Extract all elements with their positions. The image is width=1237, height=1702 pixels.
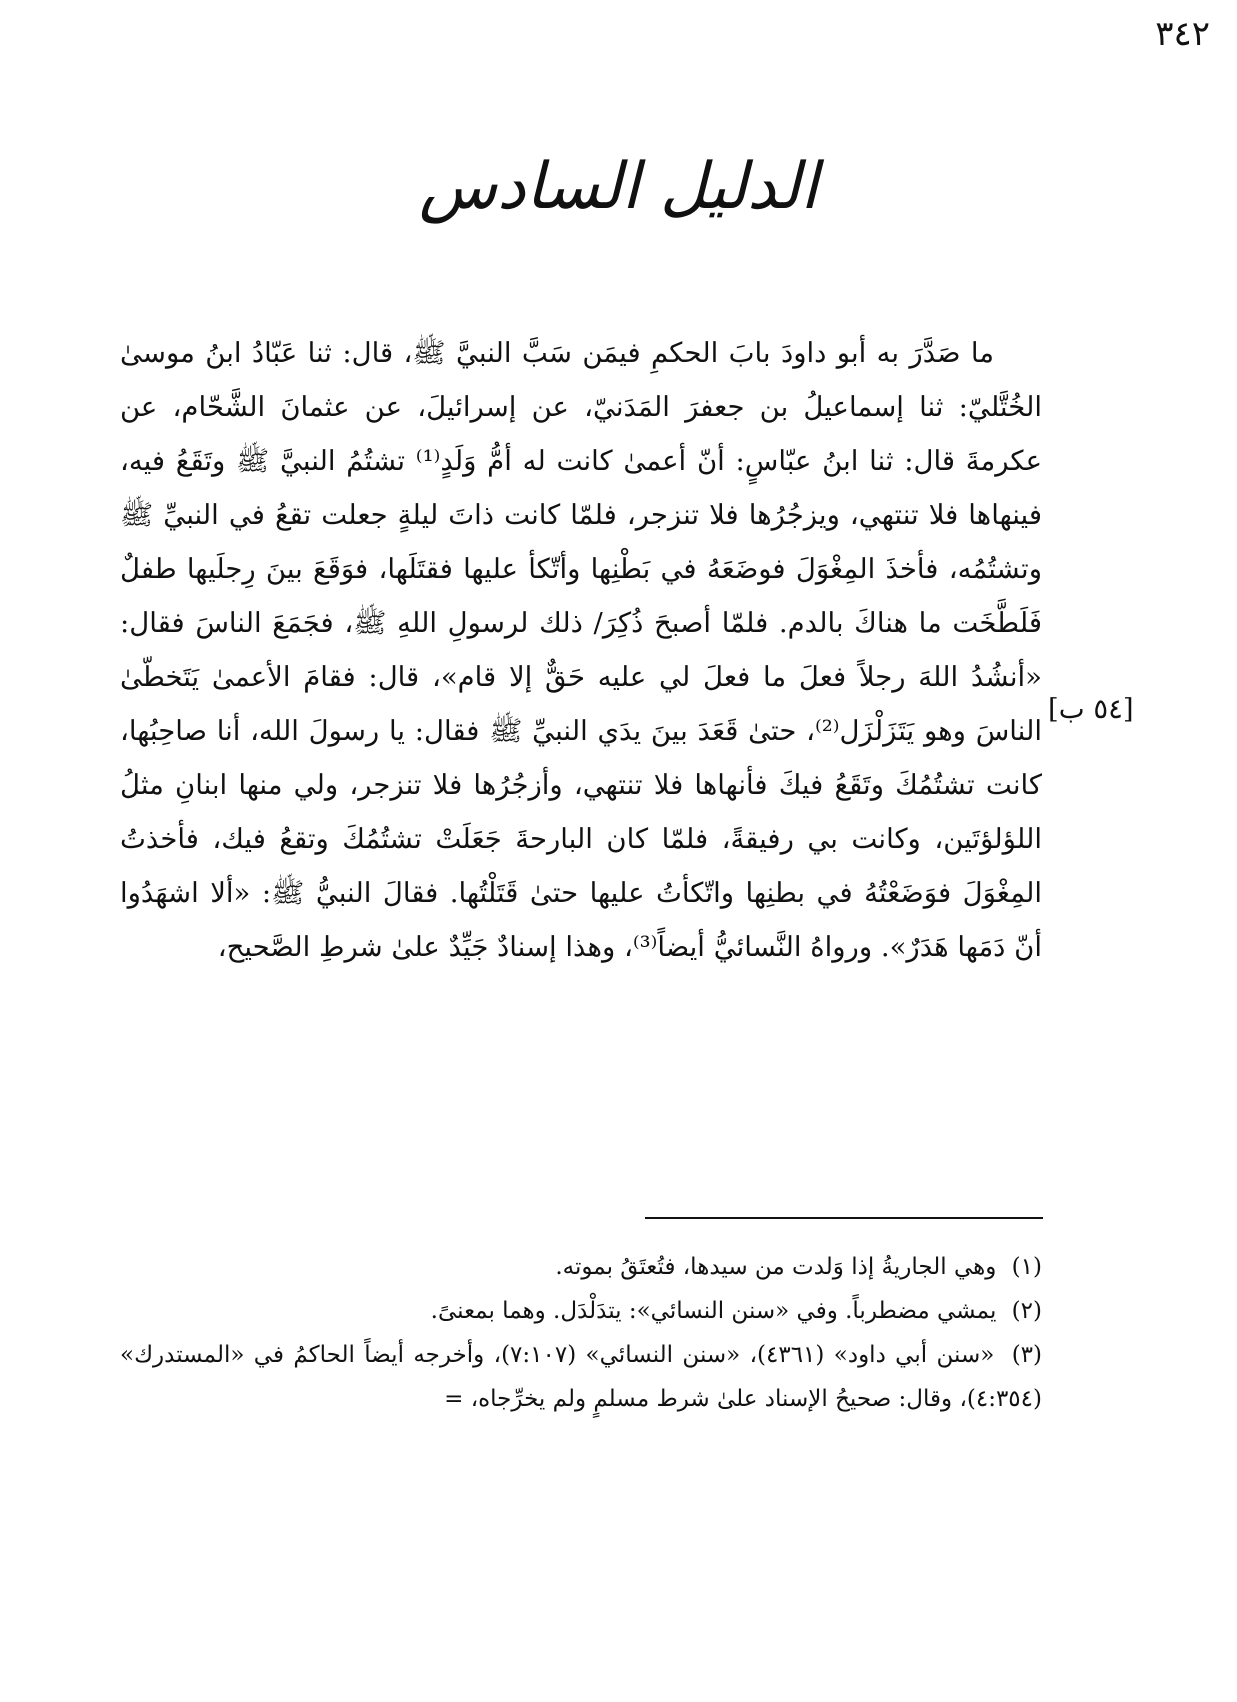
footnote-divider (645, 1217, 1043, 1219)
chapter-title: الدليل السادس (419, 150, 818, 224)
footnote-2 (120, 1289, 1042, 1333)
footnotes (120, 1245, 1042, 1421)
footnote-text: وهي الجاريةُ إذا وَلدت من سيدها، فتُعتَقُ بموته. (555, 1254, 997, 1280)
footnote-number: (٣) (1011, 1342, 1043, 1368)
footnote-text: «سنن أبي داود» (٤٣٦١)، «سنن النسائي» (٧:١٠٧)، وأخرجه أيضاً الحاكمُ في «المستدرك» (٤:٣٥٤)، وقال: صحيحُ الإسناد علىٰ شرط مسلمٍ ولم يخرِّجاه، = (120, 1342, 1042, 1412)
footnote-1 (120, 1245, 1042, 1289)
footnote-number: (٢) (1011, 1298, 1042, 1324)
footnote-3 (120, 1333, 1042, 1421)
page-number: ٣٤٢ (1155, 14, 1210, 54)
body-paragraph: ما صَدَّرَ به أبو داودَ بابَ الحكمِ فيمَن سَبَّ النبيَّ ﷺ، قال: ثنا عَبّادُ ابنُ موسىٰ الخُتَّليّ: ثنا إسماعيلُ بن جعفرَ المَدَنيّ، عن إسرائيلَ، عن عثمانَ الشَّحّام، عن عكرمةَ قال: ثنا ابنُ عبّاسٍ: أنّ أعمىٰ كانت له أمُّ وَلَدٍ⁽¹⁾ تشتُمُ النبيَّ ﷺ وتَقَعُ فيه، فينهاها فلا تنتهي، ويزجُرُها فلا تنزجر، فلمّا كانت ذاتَ ليلةٍ جعلت تقعُ في النبيِّ ﷺ وتشتُمُه، فأخذَ المِغْوَلَ فوضَعَهُ في بَطْنِها وأتّكأ عليها فقتَلَها، فوَقَعَ بينَ رِجلَيها طفلٌ فَلَطَّخَت ما هناكَ بالدم. فلمّا أصبحَ ذُكِرَ/ ذلك لرسولِ اللهِ ﷺ، فجَمَعَ الناسَ فقال: «أنشُدُ اللهَ رجلاً فعلَ ما فعلَ لي عليه حَقٌّ إلا قام»، قال: فقامَ الأعمىٰ يَتَخطّىٰ الناسَ وهو يَتَزَلْزَل⁽²⁾، حتىٰ قَعَدَ بينَ يدَي النبيِّ ﷺ فقال: يا رسولَ الله، أنا صاحِبُها، كانت تشتُمُكَ وتَقَعُ فيكَ فأنهاها فلا تنتهي، وأزجُرُها فلا تنزجر، ولي منها ابنانِ مثلُ اللؤلؤتَين، وكانت بي رفيقةً، فلمّا كان البارحةَ جَعَلَتْ تشتُمُكَ وتقعُ فيك، فأخذتُ المِغْوَلَ فوَضَعْتُهُ في بطنِها واتّكأتُ عليها حتىٰ قَتَلْتُها. فقالَ النبيُّ ﷺ: «ألا اشهَدُوا أنّ دَمَها هَدَرٌ». ورواهُ النَّسائيُّ أيضاً⁽³⁾، وهذا إسنادٌ جَيِّدٌ علىٰ شرطِ الصَّحيح، (120, 337, 1042, 963)
footnote-number: (١) (1011, 1254, 1042, 1280)
folio-marker: [٥٤ ب] (1048, 693, 1134, 725)
main-text (120, 326, 1042, 974)
footnote-text: يمشي مضطرباً. وفي «سنن النسائي»: يتدَلْدَل. وهما بمعنىً. (430, 1298, 997, 1324)
